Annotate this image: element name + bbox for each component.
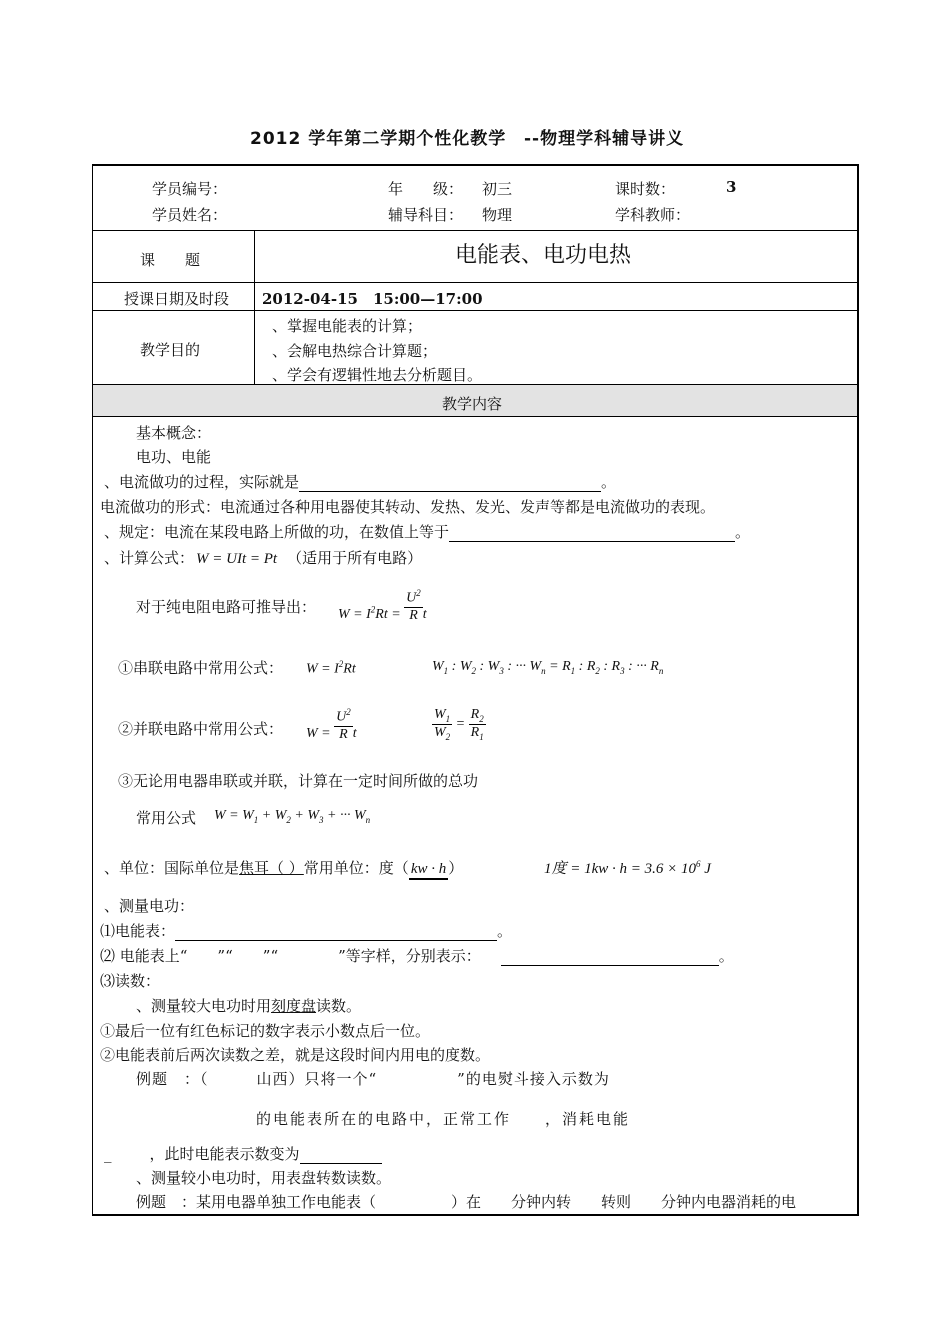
basic-concepts-heading: 基本概念： xyxy=(136,424,212,442)
text-line: ①串联电路中常用公式： xyxy=(118,659,284,677)
formula-series-ratio: $W_1$ : $W_2$ : $W_3$ : ··· $W_n = R_1$ : $R_2$ : $R_3$ : ··· $R_n$ xyxy=(432,659,664,676)
text-line: 、计算公式： W = UIt = Pt （适用于所有电路） xyxy=(104,549,423,567)
text-line: 、规定：电流在某段电路上所做的功，在数值上等于 。 xyxy=(104,523,751,541)
table-border-top xyxy=(92,164,859,166)
text-line: ②电能表前后两次读数之差，就是这段时间内用电的度数。 xyxy=(100,1046,491,1064)
topic-label: 课 题 xyxy=(140,251,201,269)
row-divider xyxy=(92,282,859,283)
section-heading: 电功、电能 xyxy=(136,448,212,466)
row-divider xyxy=(92,310,859,311)
row-divider xyxy=(92,230,859,231)
example-line: 例题 ：（ 山西）只将一个“ ”的电熨斗接入示数为 xyxy=(136,1070,610,1088)
table-border-left xyxy=(92,164,93,1216)
document-title-left: 2012 学年第二学期个性化教学 xyxy=(250,129,507,149)
table-border-right xyxy=(857,164,859,1216)
hours-label: 课时数： xyxy=(615,180,676,198)
text-line: 常用公式 xyxy=(136,809,197,827)
text-line: ②并联电路中常用公式： xyxy=(118,720,284,738)
teacher-label: 学科教师： xyxy=(615,206,691,224)
goal-item: 、会解电热综合计算题； xyxy=(272,342,438,360)
goal-item: 、掌握电能表的计算； xyxy=(272,317,423,335)
formula-work: W = UIt = Pt xyxy=(196,551,278,567)
goal-item: 、学会有逻辑性地去分析题目。 xyxy=(272,366,483,384)
content-header: 教学内容 xyxy=(442,395,503,413)
formula-total-work: $W = W_1 + W_2 + W_3$ + ··· $W_n$ xyxy=(214,808,371,825)
formula-parallel-ratio: $\frac{W_1}{W_2}$ = $\frac{R_2}{R_1}$ xyxy=(434,707,484,742)
hours-value: 3 xyxy=(726,178,737,196)
text-line: ⑵ 电能表上“ ”“ ”“ ”等字样，分别表示： 。 xyxy=(100,947,734,965)
text-line: ⑴电能表： 。 xyxy=(100,922,513,940)
example-line: 的电能表所在的电路中，正常工作 ，消耗电能 xyxy=(256,1110,631,1128)
formula-series: $W = I^2Rt$ xyxy=(306,659,356,677)
text-line: 对于纯电阻电路可推导出： xyxy=(136,598,317,616)
student-name-label: 学员姓名： xyxy=(152,206,228,224)
text-line: ③无论用电器串联或并联，计算在一定时间所做的总功 xyxy=(118,772,479,790)
grade-label: 年 级： xyxy=(388,180,464,198)
date-value: 2012-04-15 15:00—17:00 xyxy=(262,290,483,308)
subject-label: 辅导科目： xyxy=(388,206,464,224)
example-line: _ ，此时电能表示数变为 xyxy=(104,1143,382,1164)
subject-value: 物理 xyxy=(482,206,513,224)
grade-value: 初三 xyxy=(482,180,513,198)
date-label: 授课日期及时段 xyxy=(124,290,230,308)
text-line: ①最后一位有红色标记的数字表示小数点后一位。 xyxy=(100,1022,431,1040)
formula-unit-conversion: 1度 = $1kw \cdot h = 3.6 \times 10^6$ J xyxy=(544,859,711,877)
example-line: 例题 ：某用电器单独工作电能表（ ）在 分钟内转 转则 分钟内电器消耗的电 xyxy=(136,1193,797,1211)
student-id-label: 学员编号： xyxy=(152,180,228,198)
column-divider xyxy=(254,230,255,384)
text-line: 电流做功的形式：电流通过各种用电器使其转动、发热、发光、发声等都是电流做功的表现。 xyxy=(100,498,716,516)
document-title-right: --物理学科辅导讲义 xyxy=(524,129,685,149)
topic-value: 电能表、电功电热 xyxy=(455,243,632,268)
row-divider xyxy=(92,416,859,417)
goals-label: 教学目的 xyxy=(140,341,201,359)
text-line: 、测量电功： xyxy=(104,897,195,915)
text-line: 、测量较小电功时，用表盘转数读数。 xyxy=(136,1169,392,1187)
formula-pure-resistor: $W = I^2Rt$ = $\frac{U^2}{R}$ t xyxy=(338,588,427,623)
text-line: 、单位：国际单位是焦耳（ ）常用单位：度（ kw · h ） xyxy=(104,857,463,880)
text-line: ⑶读数： xyxy=(100,972,161,990)
text-line: 、测量较大电功时用刻度盘读数。 xyxy=(136,997,362,1015)
table-border-bottom xyxy=(92,1214,859,1216)
text-line: 、电流做功的过程，实际就是 。 xyxy=(104,473,617,491)
formula-parallel: W = $\frac{U^2}{R}$ t xyxy=(306,707,357,742)
